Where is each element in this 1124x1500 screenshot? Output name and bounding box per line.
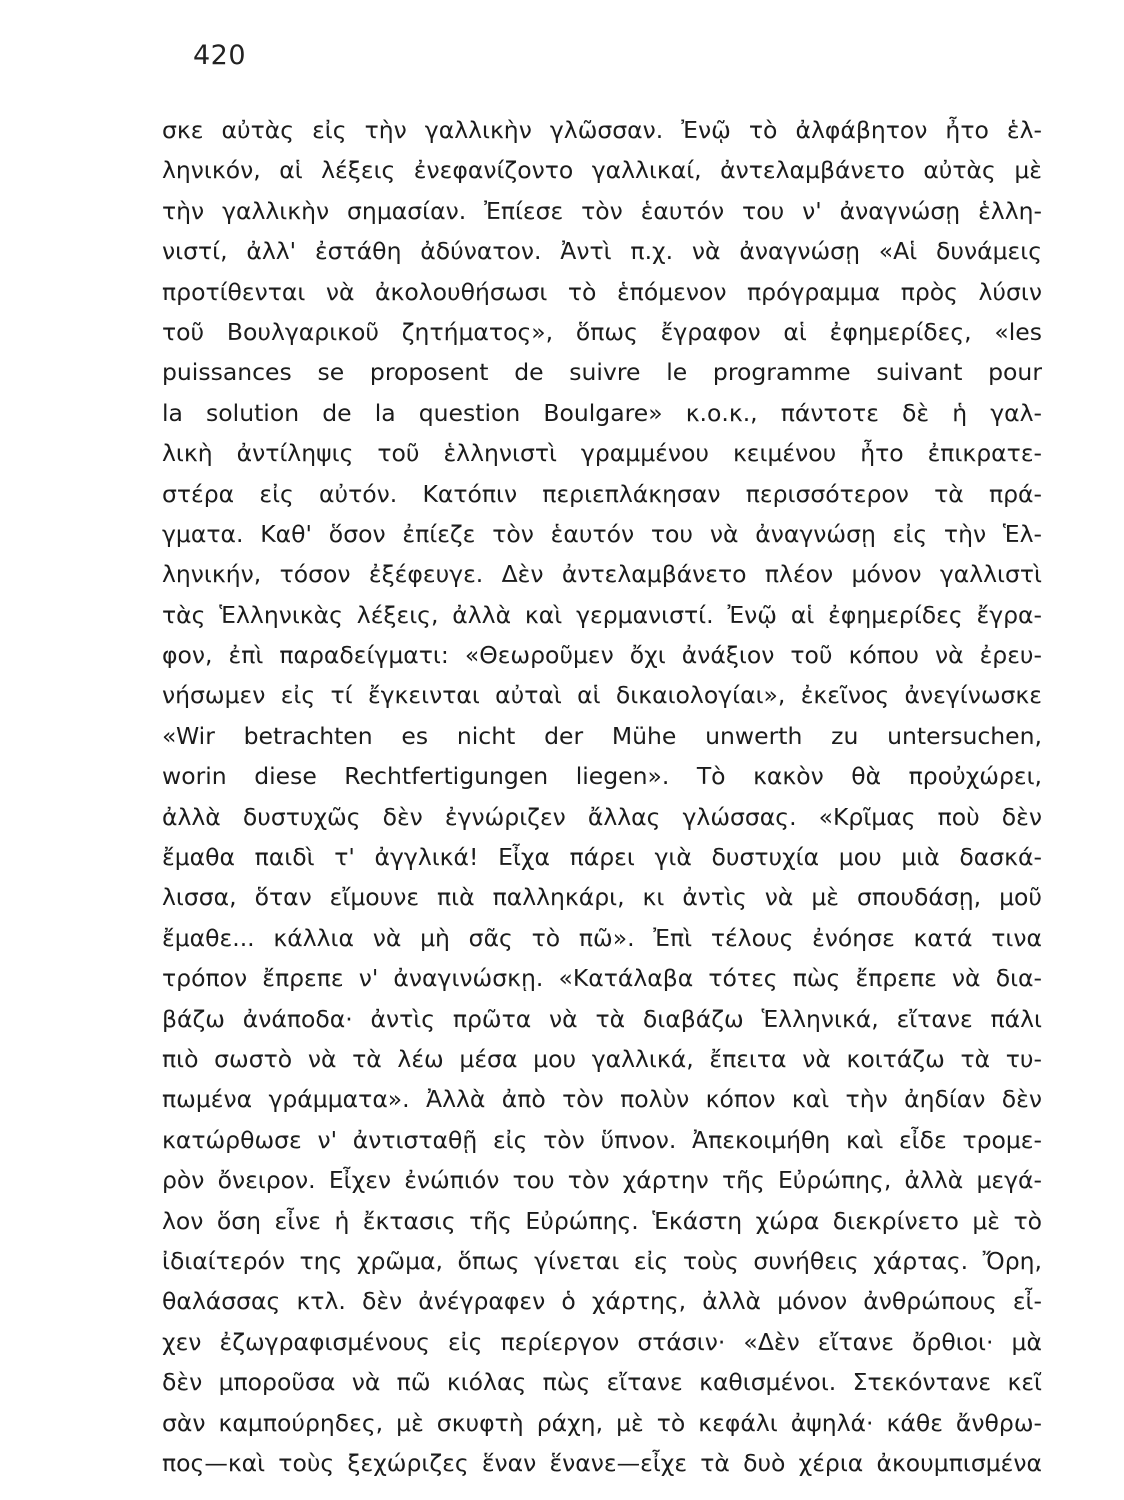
text-line: πιὸ σωστὸ νὰ τὰ λέω μέσα μου γαλλικά, ἔπειτα νὰ κοιτάζω τὰ τυ- [162, 1044, 1042, 1073]
text-line: κατώρθωσε ν' ἀντισταθῇ εἰς τὸν ὕπνον. Ἀπεκοιμήθη καὶ εἶδε τρομε- [162, 1125, 1042, 1154]
text-line: ἔμαθα παιδὶ τ' ἀγγλικά! Εἶχα πάρει γιὰ δυστυχία μου μιὰ δασκά- [162, 843, 1042, 872]
text-line: ἰδιαίτερόν της χρῶμα, ὅπως γίνεται εἰς τοὺς συνήθεις χάρτας. Ὄρη, [162, 1246, 1042, 1275]
text-line: puissances se proposent de suivre le programme suivant pour [162, 358, 1042, 387]
text-line: worin diese Rechtfertigungen liegen». Τὸ κακὸν θὰ προὐχώρει, [162, 762, 1042, 791]
text-line: δὲν μποροῦσα νὰ πῶ κιόλας πὼς εἴτανε καθισμένοι. Στεκόντανε κεῖ [162, 1368, 1042, 1397]
text-line: νιστί, ἀλλ' ἐστάθη ἀδύνατον. Ἀντὶ π.χ. νὰ ἀναγνώσῃ «Αἱ δυνάμεις [162, 237, 1042, 266]
text-line: λικὴ ἀντίληψις τοῦ ἑλληνιστὶ γραμμένου κειμένου ἦτο ἐπικρατε- [162, 439, 1042, 468]
text-line: σὰν καμπούρηδες, μὲ σκυφτὴ ράχη, μὲ τὸ κεφάλι ἀψηλά· κάθε ἄνθρω- [162, 1408, 1042, 1437]
text-line: προτίθενται νὰ ἀκολουθήσωσι τὸ ἑπόμενον πρόγραμμα πρὸς λύσιν [162, 277, 1042, 306]
text-line: φον, ἐπὶ παραδείγματι: «Θεωροῦμεν ὄχι ἀνάξιον τοῦ κόπου νὰ ἐρευ- [162, 641, 1042, 670]
text-line: χεν ἐζωγραφισμένους εἰς περίεργον στάσιν· «Δὲν εἴτανε ὄρθιοι· μὰ [162, 1327, 1042, 1356]
text-line: σκε αὐτὰς εἰς τὴν γαλλικὴν γλῶσσαν. Ἐνῷ τὸ ἀλφάβητον ἦτο ἑλ- [162, 116, 1042, 144]
text-line: πωμένα γράμματα». Ἀλλὰ ἀπὸ τὸν πολὺν κόπον καὶ τὴν ἀηδίαν δὲν [162, 1085, 1042, 1114]
text-line: ἀλλὰ δυστυχῶς δὲν ἐγνώριζεν ἄλλας γλώσσας. «Κρῖμας ποὺ δὲν [162, 802, 1042, 831]
text-line: ληνικόν, αἱ λέξεις ἐνεφανίζοντο γαλλικαί, ἀντελαμβάνετο αὐτὰς μὲ [162, 156, 1042, 185]
text-line: τοῦ Βουλγαρικοῦ ζητήματος», ὅπως ἔγραφον αἱ ἐφημερίδες, «les [162, 317, 1042, 346]
text-line: τὴν γαλλικὴν σημασίαν. Ἐπίεσε τὸν ἑαυτόν του ν' ἀναγνώσῃ ἑλλη- [162, 196, 1042, 225]
text-line: τὰς Ἑλληνικὰς λέξεις, ἀλλὰ καὶ γερμανιστί. Ἐνῷ αἱ ἐφημερίδες ἔγρα- [162, 600, 1042, 629]
text-line: νήσωμεν εἰς τί ἔγκεινται αὐταὶ αἱ δικαιολογίαι», ἐκεῖνος ἀνεγίνωσκε [162, 681, 1042, 710]
text-line: τρόπον ἔπρεπε ν' ἀναγινώσκῃ. «Κατάλαβα τότες πὼς ἔπρεπε νὰ δια- [162, 964, 1042, 993]
text-line: θαλάσσας κτλ. δὲν ἀνέγραφεν ὁ χάρτης, ἀλλὰ μόνον ἀνθρώπους εἶ- [162, 1287, 1042, 1316]
text-line: βάζω ἀνάποδα· ἀντὶς πρῶτα νὰ τὰ διαβάζω Ἑλληνικά, εἴτανε πάλι [162, 1004, 1042, 1033]
text-line: λισσα, ὅταν εἴμουνε πιὰ παλληκάρι, κι ἀντὶς νὰ μὲ σπουδάσῃ, μοῦ [162, 883, 1042, 912]
text-line: «Wir betrachten es nicht der Mühe unwerth zu untersuchen, [162, 721, 1042, 750]
body-text [162, 110, 1042, 1483]
text-line: la solution de la question Boulgare» κ.ο.κ., πάντοτε δὲ ἡ γαλ- [162, 398, 1042, 427]
text-line: ληνικήν, τόσον ἐξέφευγε. Δὲν ἀντελαμβάνετο πλέον μόνον γαλλιστὶ [162, 560, 1042, 589]
text-line: ἔμαθε... κάλλια νὰ μὴ σᾶς τὸ πῶ». Ἐπὶ τέλους ἐνόησε κατά τινα [162, 923, 1042, 952]
text-line: γματα. Καθ' ὅσον ἐπίεζε τὸν ἑαυτόν του νὰ ἀναγνώσῃ εἰς τὴν Ἑλ- [162, 519, 1042, 548]
text-line: λον ὅση εἶνε ἡ ἔκτασις τῆς Εὐρώπης. Ἑκάστη χώρα διεκρίνετο μὲ τὸ [162, 1206, 1042, 1235]
text-line: ρὸν ὄνειρον. Εἶχεν ἐνώπιόν του τὸν χάρτην τῆς Εὐρώπης, ἀλλὰ μεγά- [162, 1166, 1042, 1195]
page-number: 420 [193, 40, 247, 71]
text-line: στέρα εἰς αὐτόν. Κατόπιν περιεπλάκησαν περισσότερον τὰ πρά- [162, 479, 1042, 508]
text-line: πος—καὶ τοὺς ξεχώριζες ἕναν ἕνανε—εἶχε τὰ δυὸ χέρια ἀκουμπισμένα [162, 1448, 1042, 1477]
